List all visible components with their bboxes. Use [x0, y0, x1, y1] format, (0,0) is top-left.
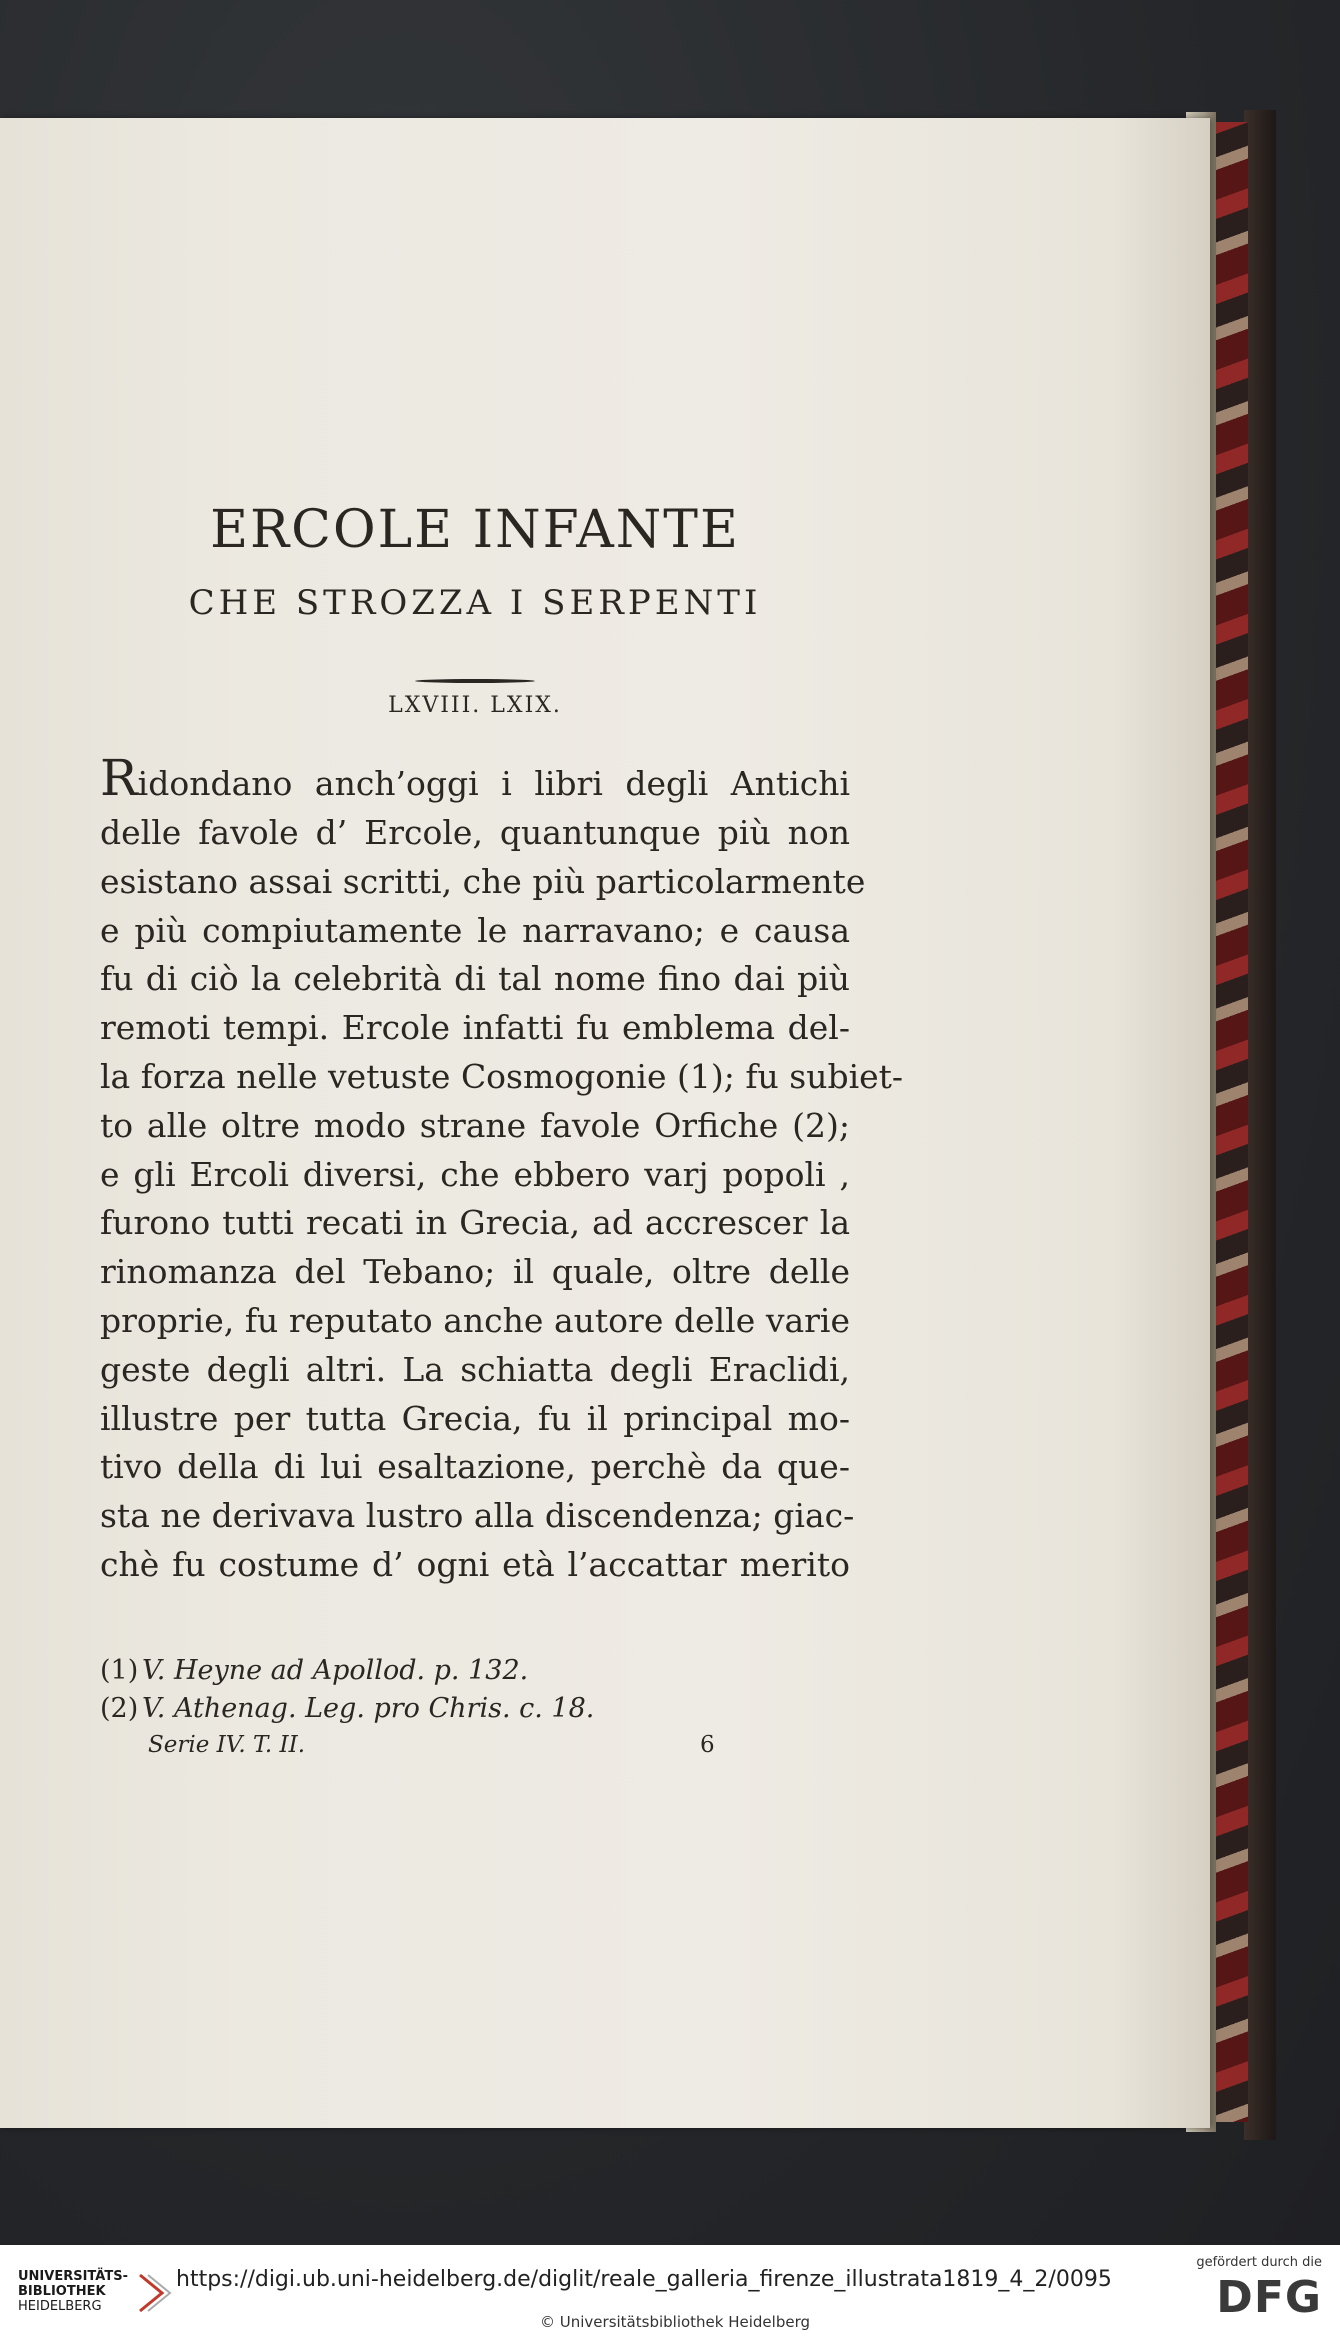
text-line: chè fu costume d’ ogni età l’accattar merito	[100, 1544, 850, 1584]
signature-mark: 6	[700, 1731, 715, 1758]
library-logo[interactable]: UNIVERSITÄTS- BIBLIOTHEK HEIDELBERG	[18, 2269, 128, 2314]
printer-signature	[100, 1732, 850, 1766]
text-line: delle favole d’ Ercole, quantunque più non	[100, 812, 850, 852]
text-line: furono tutti recati in Grecia, ad accrescer la	[100, 1203, 850, 1243]
footnote: (2) V. Athenag. Leg. pro Chris. c. 18.	[100, 1692, 595, 1724]
text-line: geste degli altri. La schiatta degli Eraclidi,	[100, 1349, 850, 1389]
text-line: remoti tempi. Ercole infatti fu emblema del-	[100, 1008, 850, 1048]
signature-series: Serie IV. T. II.	[148, 1731, 306, 1758]
page-title: ERCOLE INFANTE	[210, 500, 740, 560]
copyright-notice: © Universitätsbibliothek Heidelberg	[540, 2313, 811, 2331]
text-line: to alle oltre modo strane favole Orfiche (2);	[100, 1105, 850, 1145]
footnotes	[100, 1652, 850, 1728]
plate-numbers: LXVIII. LXIX.	[388, 693, 562, 719]
text-line: la forza nelle vetuste Cosmogonie (1); fu subiet-	[100, 1056, 904, 1096]
text-line: e più compiutamente le narravano; e causa	[100, 910, 850, 950]
text-line: sta ne derivava lustro alla discendenza; giac-	[100, 1496, 855, 1536]
page-content	[100, 486, 904, 1766]
page-subtitle: CHE STROZZA I SERPENTI	[188, 583, 762, 624]
text-line: fu di ciò la celebrità di tal nome fino dai più	[100, 959, 850, 999]
permalink-url[interactable]: https://digi.ub.uni-heidelberg.de/diglit/reale_galleria_firenze_illustrata1819_4_2/0095	[176, 2267, 1112, 2292]
book-cover-edge	[1244, 110, 1276, 2140]
text-line: Ridondano anch’oggi i libri degli Antichi	[100, 749, 850, 808]
text-line: tivo della di lui esaltazione, perchè da que-	[100, 1447, 850, 1487]
ornament-rule	[100, 661, 850, 701]
text-line: e gli Ercoli diversi, che ebbero varj popoli ,	[100, 1154, 850, 1194]
viewer-footer	[0, 2245, 1340, 2342]
footnote: (1) V. Heyne ad Apollod. p. 132.	[100, 1654, 529, 1686]
text-line: illustre per tutta Grecia, fu il principal mo-	[100, 1398, 850, 1438]
text-line: rinomanza del Tebano; il quale, oltre delle	[100, 1252, 850, 1292]
funder-logo[interactable]: gefördert durch die DFG	[1196, 2255, 1322, 2323]
rule-top	[415, 679, 535, 683]
text-line: esistano assai scritti, che più particolarmente	[100, 861, 866, 901]
book-page	[0, 118, 1210, 2128]
body-text	[100, 749, 904, 1590]
drop-cap: R	[100, 749, 138, 808]
text-line: proprie, fu reputato anche autore delle varie	[100, 1300, 850, 1340]
